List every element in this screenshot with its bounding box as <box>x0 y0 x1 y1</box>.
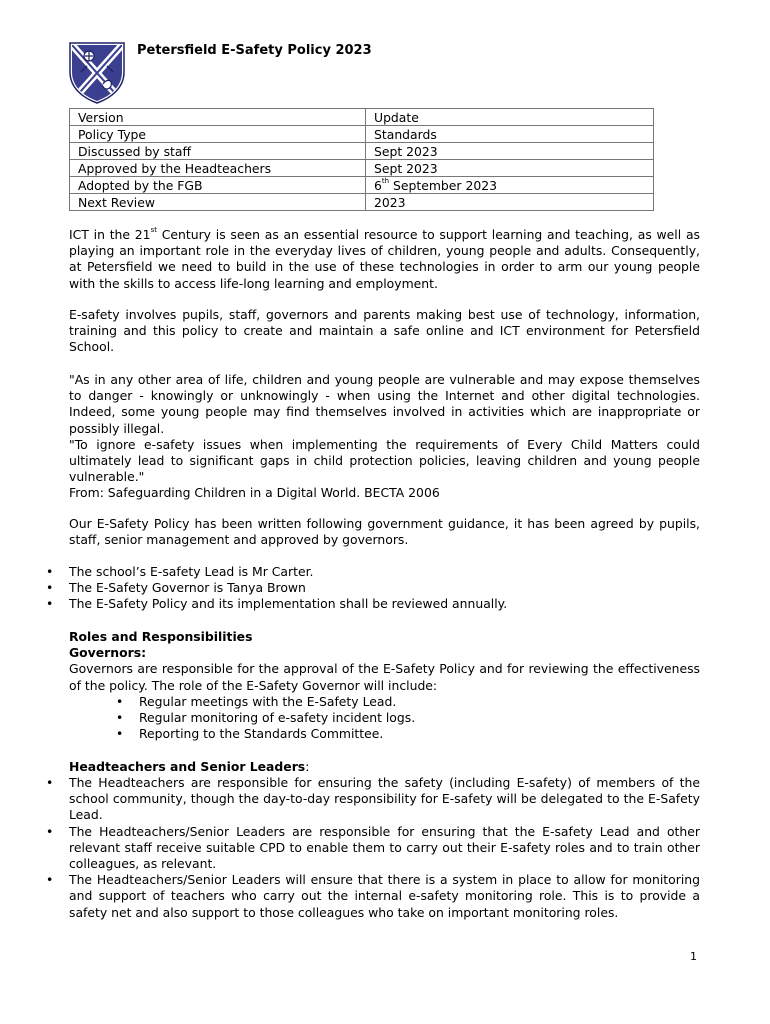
heads-heading-line <box>69 759 700 775</box>
table-row <box>70 109 654 126</box>
bullet-icon: • <box>116 710 124 726</box>
list-item <box>46 775 700 824</box>
list-item <box>116 694 415 710</box>
governors-text: Governors are responsible for the approval of the E-Safety Policy and for reviewing the effectiveness of the policy. The role of the E-Safety Governor will include: <box>69 661 700 693</box>
list-item-text: Regular monitoring of e-safety incident logs. <box>139 710 416 726</box>
table-row <box>70 194 654 211</box>
table-cell-label: Discussed by staff <box>70 143 366 160</box>
intro-text-start: ICT in the 21 <box>69 227 151 242</box>
intro-suffix: st <box>150 226 157 234</box>
list-item <box>46 564 700 580</box>
table-row <box>70 126 654 143</box>
governors-heading: Governors: <box>69 645 147 661</box>
table-row <box>70 160 654 177</box>
school-crest-icon <box>69 42 125 104</box>
table-cell-value <box>366 177 654 194</box>
heads-list <box>46 775 700 921</box>
value-day: 6 <box>374 177 382 193</box>
table-cell-value: Sept 2023 <box>366 160 654 177</box>
value-month-year: September 2023 <box>389 177 497 193</box>
list-item <box>46 580 700 596</box>
governors-list <box>116 694 415 743</box>
table-cell-label: Version <box>70 109 366 126</box>
page-number: 1 <box>690 950 697 963</box>
list-item <box>46 872 700 921</box>
list-item-text: Reporting to the Standards Committee. <box>139 726 384 742</box>
list-item-text: The E-Safety Governor is Tanya Brown <box>69 580 306 596</box>
bullet-icon: • <box>46 823 54 839</box>
table-cell-label: Next Review <box>70 194 366 211</box>
esafety-paragraph: E-safety involves pupils, staff, governors and parents making best use of technology, information, training and this policy to create and maintain a safe online and ICT environment for Petersfield School. <box>69 307 700 355</box>
list-item <box>46 596 700 612</box>
list-item-text: The Headteachers/Senior Leaders are responsible for ensuring that the E-safety Lead and other relevant staff receive suitable CPD to enable them to carry out their E-safety roles and to train other colleagues, as relevant. <box>69 823 700 872</box>
quote-block <box>69 372 700 502</box>
list-item-text: The Headteachers are responsible for ensuring the safety (including E-safety) of members of the school community, though the day-to-day responsibility for E-safety will be delegated to the E-Safety Lead. <box>69 775 700 823</box>
table-cell-value: Update <box>366 109 654 126</box>
list-item-text: Regular meetings with the E-Safety Lead. <box>139 694 397 709</box>
roles-heading: Roles and Responsibilities <box>69 629 253 644</box>
heads-heading-colon: : <box>305 759 310 774</box>
list-item <box>116 726 415 742</box>
table-cell-label: Approved by the Headteachers <box>70 160 366 177</box>
list-item <box>116 710 415 726</box>
table-cell-label: Policy Type <box>70 126 366 143</box>
bullet-icon: • <box>46 872 54 888</box>
list-item-text: The school’s E-safety Lead is Mr Carter. <box>69 564 314 579</box>
table-cell-value: 2023 <box>366 194 654 211</box>
quote-one: "As in any other area of life, children and young people are vulnerable and may expose themselves to danger - knowingly or unknowingly - when using the Internet and other digital technologies. Indeed, some young people may find themselves involved in activities which are inappropriate or possibly illegal. <box>69 372 700 436</box>
page-title: Petersfield E-Safety Policy 2023 <box>137 43 372 58</box>
list-item-text: The E-Safety Policy and its implementation shall be reviewed annually. <box>69 596 508 612</box>
list-item-text: The Headteachers/Senior Leaders will ensure that there is a system in place to allow for monitoring and support of teachers who carry out the internal e-safety monitoring role. This is to provide a safety net and also support to those colleagues who take on important monitoring roles. <box>69 872 700 920</box>
table-cell-label: Adopted by the FGB <box>70 177 366 194</box>
table-row <box>70 177 654 194</box>
roles-section <box>69 629 700 694</box>
bullet-icon: • <box>46 775 54 790</box>
list-item <box>46 824 700 873</box>
bullet-icon: • <box>46 564 54 579</box>
policy-paragraph: Our E-Safety Policy has been written following government guidance, it has been agreed by pupils, staff, senior management and approved by governors. <box>69 516 700 548</box>
bullet-icon: • <box>116 694 124 709</box>
policy-info-table <box>69 108 654 211</box>
quote-source: From: Safeguarding Children in a Digital World. BECTA 2006 <box>69 485 440 501</box>
table-cell-value: Sept 2023 <box>366 143 654 160</box>
intro-text-rest: Century is seen as an essential resource to support learning and teaching, as well as playing an important role in the everyday lives of children, young people and adults. Consequently, at Petersfield we need to build in the use of these technologies in order to arm our young people with the skills to access life-long learning and employment. <box>69 227 700 291</box>
key-points-list <box>46 564 700 613</box>
bullet-icon: • <box>116 726 124 742</box>
bullet-icon: • <box>46 580 54 596</box>
bullet-icon: • <box>46 596 54 612</box>
table-cell-value: Standards <box>366 126 654 143</box>
heads-heading: Headteachers and Senior Leaders <box>69 759 306 774</box>
quote-two: "To ignore e-safety issues when implementing the requirements of Every Child Matters could ultimately lead to significant gaps in child protection policies, leaving children and young people vulnerable." <box>69 436 700 485</box>
value-day-suffix: th <box>381 176 390 185</box>
table-row <box>70 143 654 160</box>
intro-paragraph <box>69 227 700 292</box>
